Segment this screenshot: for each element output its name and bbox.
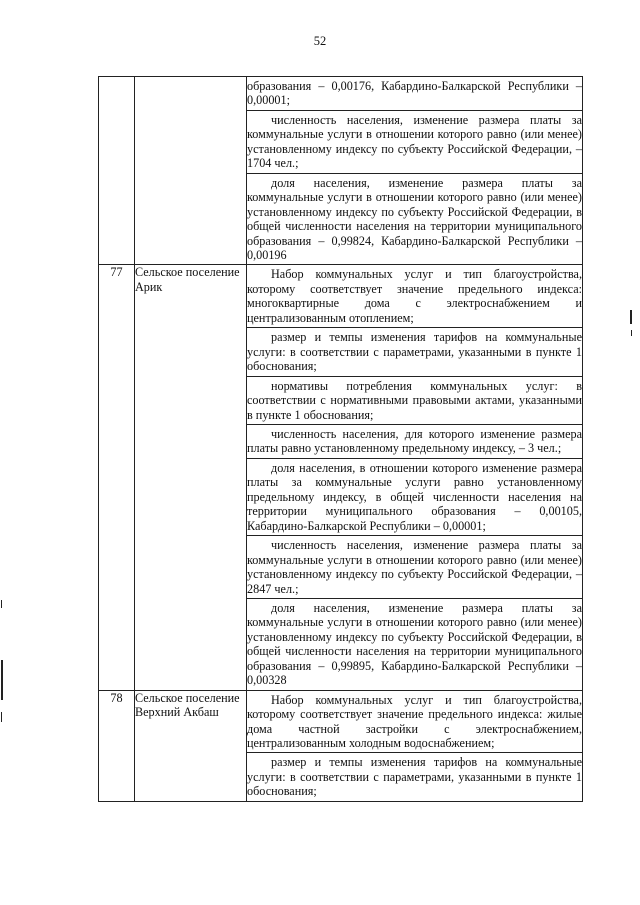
paragraph: численность населения, изменение размера платы за коммунальные услуги в отношении которого равно (или менее) установленному индексу по субъекту Российской Федерации, – 2847 чел.; xyxy=(247,536,582,599)
row-description xyxy=(247,77,583,265)
scan-mark-left xyxy=(1,600,2,608)
scan-mark-right xyxy=(630,310,632,324)
paragraph: численность населения, изменение размера платы за коммунальные услуги в отношении которого равно (или менее) установленному индексу по субъекту Российской Федерации, – 1704 чел.; xyxy=(247,111,582,174)
scan-mark-left xyxy=(1,660,3,700)
scan-mark-left xyxy=(1,712,2,722)
paragraph: Набор коммунальных услуг и тип благоустройства, которому соответствует значение предельного индекса: многоквартирные дома с электроснабжением и централизованным отоплением; xyxy=(247,265,582,328)
table-row xyxy=(99,77,583,265)
paragraph: размер и темпы изменения тарифов на коммунальные услуги: в соответствии с параметрами, указанными в пункте 1 обоснования; xyxy=(247,328,582,376)
scan-mark-right xyxy=(631,330,632,336)
paragraph: образования – 0,00176, Кабардино-Балкарской Республики – 0,00001; xyxy=(247,77,582,111)
settlement-name xyxy=(135,77,247,265)
row-number: 77 xyxy=(99,265,135,690)
row-number: 78 xyxy=(99,690,135,801)
row-description xyxy=(247,265,583,690)
paragraph: доля населения, изменение размера платы за коммунальные услуги в отношении которого равно (или менее) установленному индексу по субъекту Российской Федерации, в общей численности населения на территории муниципального образования – 0,99895, Кабардино-Балкарской Республики – 0,00328 xyxy=(247,600,582,688)
table-row xyxy=(99,690,583,801)
paragraph: доля населения, изменение размера платы за коммунальные услуги в отношении которого равно (или менее) установленному индексу по субъекту Российской Федерации, в общей численности населения на территории муниципального образования – 0,99824, Кабардино-Балкарской Республики – 0,00196 xyxy=(247,175,582,262)
table-row xyxy=(99,265,583,690)
document-table xyxy=(98,76,583,802)
row-number xyxy=(99,77,135,265)
paragraph: нормативы потребления коммунальных услуг: в соответствии с нормативными правовыми актами, указанными в пункте 1 обоснования; xyxy=(247,377,582,425)
settlement-name: Сельское поселение Арик xyxy=(135,265,247,690)
settlement-name: Сельское поселение Верхний Акбаш xyxy=(135,690,247,801)
paragraph: размер и темпы изменения тарифов на коммунальные услуги: в соответствии с параметрами, указанными в пункте 1 обоснования; xyxy=(247,755,582,799)
row-description xyxy=(247,690,583,801)
paragraph: численность населения, для которого изменение размера платы равно установленному предельному индексу, – 3 чел.; xyxy=(247,425,582,459)
page-number: 52 xyxy=(313,34,327,48)
paragraph: Набор коммунальных услуг и тип благоустройства, которому соответствует значение предельного индекса: жилые дома частной застройки с электроснабжением, централизованным холодным водоснабжением; xyxy=(247,691,582,754)
paragraph: доля населения, в отношении которого изменение размера платы за коммунальные услуги равно установленному предельному индексу, в общей численности населения на территории муниципального образования – 0,00105, Кабардино-Балкарской Республики – 0,00001; xyxy=(247,459,582,536)
